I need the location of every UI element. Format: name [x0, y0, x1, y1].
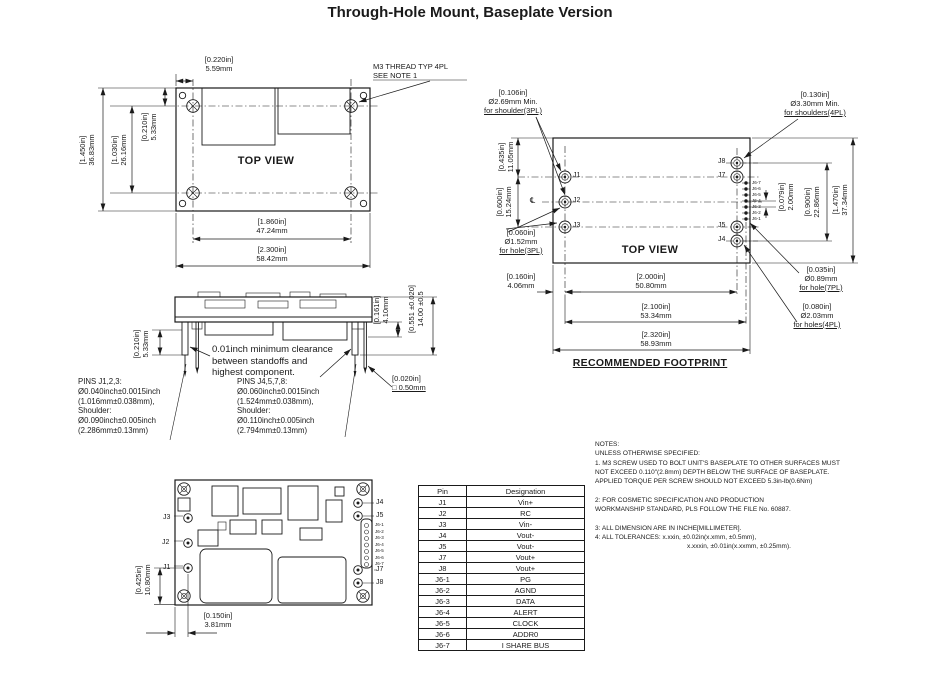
spec-line: (1.524mm±0.038mm),: [237, 396, 314, 406]
spec-line: PINS J1,2,3:: [78, 377, 122, 386]
cell-designation: I SHARE BUS: [467, 640, 585, 651]
dim-inch: [1.860in]: [257, 217, 287, 226]
dim-footprint-width: [640, 330, 671, 348]
dim-inch: [2.000in]: [636, 272, 666, 281]
callout-line: [0.080in]: [802, 302, 832, 311]
table-row: [419, 574, 585, 585]
dim-inch: [0.551 ±0.020]: [407, 285, 416, 333]
bottom-pin-j6-2: J6-2: [375, 529, 384, 534]
table-row: [419, 607, 585, 618]
cell-designation: ALERT: [467, 607, 585, 618]
callout-line: for hole(7PL): [799, 283, 843, 292]
callout-hole-3pl: [499, 228, 542, 255]
dim-mm: 5.33mm: [141, 330, 150, 358]
footprint-pin-j6-3: J6-3: [752, 204, 761, 209]
callout-line: for shoulder(3PL): [484, 106, 542, 115]
dim-mm: 37.34mm: [840, 184, 849, 216]
callout-line: [0.060in]: [506, 228, 536, 237]
dim-inch: [2.100in]: [641, 302, 671, 311]
dim-mm: 5.59mm: [205, 64, 233, 73]
dim-mm: □ 0.50mm: [392, 383, 426, 392]
dim-edge-to-hole: [205, 55, 234, 73]
page-title: Through-Hole Mount, Baseplate Version: [327, 4, 613, 21]
bottom-view-components: [178, 486, 346, 603]
spec-line: (2.794mm±0.13mm): [237, 425, 308, 435]
cell-designation: CLOCK: [467, 618, 585, 629]
footprint-pin-j1: J1: [573, 172, 581, 179]
dim-inch: [0.210in]: [140, 112, 149, 142]
pins-j4578-spec: [237, 377, 319, 436]
m3-thread-note-line2: SEE NOTE 1: [373, 71, 418, 80]
dim-mm: 14.00 ±0.5: [416, 291, 425, 327]
dim-top-to-j1: [497, 142, 515, 173]
clearance-note-line: 0.01inch minimum clearance: [212, 344, 333, 355]
cell-designation: Vout-: [467, 530, 585, 541]
footprint-pin-j3: J3: [573, 222, 581, 229]
dim-mm: 4.06mm: [507, 281, 535, 290]
dim-hole-span: [635, 272, 666, 290]
cell-designation: Vout+: [467, 552, 585, 563]
dim-inch: [0.161in]: [372, 295, 381, 325]
table-row: [419, 618, 585, 629]
spec-line: Ø0.060inch±0.0015inch: [237, 386, 320, 396]
dim-inch: [0.600in]: [495, 187, 504, 217]
footprint-pin-j6-1: J6-1: [752, 216, 761, 221]
cell-designation: Vin+: [467, 497, 585, 508]
cell-designation: Vout+: [467, 563, 585, 574]
bottom-pin-j1: J1: [163, 564, 171, 571]
spec-line: PINS J4,5,7,8:: [237, 377, 288, 386]
cell-designation: PG: [467, 574, 585, 585]
callout-line: Ø2.69mm Min.: [488, 97, 538, 106]
cell-pin: J1: [419, 497, 467, 508]
dim-edge-to-hole-v: [140, 113, 158, 142]
dim-mm: 4.10mm: [381, 296, 390, 324]
dim-pin-shoulder: [372, 296, 390, 325]
pin-designation-table: [418, 485, 585, 651]
dim-pin-pitch: [777, 183, 795, 212]
dim-inch: [1.450in]: [78, 135, 87, 165]
footprint-pin-j2: J2: [573, 197, 581, 204]
top-view-label: TOP VIEW: [237, 155, 295, 167]
dim-mm: 47.24mm: [256, 226, 288, 235]
callout-line: Ø3.30mm Min.: [790, 99, 840, 108]
dim-inch: [2.320in]: [641, 330, 671, 339]
m3-thread-note: [373, 62, 448, 80]
note-line: APPLIED TORQUE PER SCREW SHOULD NOT EXCEED 5.3in-lb(0.6Nm): [595, 478, 813, 486]
col-header-pin: Pin: [419, 486, 467, 497]
callout-line: [0.106in]: [498, 88, 528, 97]
dim-j8-to-j4: [803, 186, 821, 217]
spec-line: (1.016mm±0.038mm),: [78, 396, 155, 406]
dim-mm: 58.42mm: [256, 254, 288, 263]
table-row: [419, 596, 585, 607]
note-line: NOT EXCEED 0.110"(2.8mm) DEPTH BELOW THE SURFACE OF BASEPLATE.: [595, 468, 830, 476]
footprint-pin-j6-7: J6-7: [752, 180, 761, 185]
dim-j1-to-j3: [495, 186, 513, 217]
top-view-linework: [98, 74, 467, 268]
footprint-view-label: TOP VIEW: [621, 244, 679, 256]
dim-mm: 15.24mm: [504, 186, 513, 218]
cell-pin: J6-3: [419, 596, 467, 607]
cell-pin: J6-1: [419, 574, 467, 585]
cell-pin: J6-4: [419, 607, 467, 618]
callout-line: Ø0.89mm: [804, 274, 838, 283]
dim-mm: 58.93mm: [640, 339, 672, 348]
note-line: 3: ALL DIMENSION ARE IN INCHE[MILLIMETER].: [595, 524, 742, 532]
dim-hole-span2: [640, 302, 671, 320]
note-line: 4: ALL TOLERANCES: x.xxin, ±0.02in(x.xmm, ±0.5mm),: [595, 533, 757, 541]
spec-line: Ø0.110inch±0.005inch: [237, 416, 315, 426]
dim-mm: 50.80mm: [635, 281, 667, 290]
footprint-pin-j6-2: J6-2: [752, 210, 761, 215]
col-header-designation: Designation: [467, 486, 585, 497]
dim-mm: 53.34mm: [640, 311, 672, 320]
bottom-pin-j6-4: J6-4: [375, 542, 384, 547]
bottom-view-linework: [146, 480, 377, 637]
cell-pin: J6-6: [419, 629, 467, 640]
m3-thread-note-line1: M3 THREAD TYP 4PL: [373, 62, 449, 71]
note-line: 2: FOR COSMETIC SPECIFICATION AND PRODUCTION: [595, 496, 764, 504]
callout-line: [0.035in]: [806, 265, 836, 274]
cell-pin: J6-2: [419, 585, 467, 596]
dim-inch: [0.220in]: [204, 55, 234, 64]
bottom-pin-j2: J2: [162, 539, 170, 546]
dim-inch: [0.435in]: [497, 142, 506, 172]
notes-block: [595, 440, 925, 552]
cell-pin: J4: [419, 530, 467, 541]
note-line: x.xxxin, ±0.01in(x.xxmm, ±0.25mm).: [687, 543, 791, 551]
dim-inch: [0.210in]: [132, 329, 141, 359]
dim-outer-width: [256, 245, 287, 263]
callout-line: Ø2.03mm: [800, 311, 834, 320]
dim-module-height: [407, 285, 425, 333]
bottom-pin-j8: J8: [376, 579, 384, 586]
bottom-pin-j5: J5: [376, 512, 384, 519]
dim-inch: [0.020in]: [392, 374, 421, 383]
dim-mm: 10.80mm: [143, 564, 152, 596]
bottom-pin-j3: J3: [163, 514, 171, 521]
table-row: [419, 530, 585, 541]
dim-inch: [1.030in]: [110, 135, 119, 165]
cell-designation: ADDR0: [467, 629, 585, 640]
table-row: [419, 541, 585, 552]
dim-mm: 26.16mm: [119, 134, 128, 166]
dim-outer-height: [78, 134, 96, 165]
bottom-pin-j6-1: J6-1: [375, 522, 384, 527]
pins-j123-spec: [78, 377, 160, 436]
bottom-pin-j7: J7: [376, 566, 384, 573]
dim-inch: [0.160in]: [506, 272, 536, 281]
spec-line: Shoulder:: [78, 406, 112, 416]
bottom-pin-j6-7: J6-7: [375, 561, 384, 566]
bottom-pin-j6-3: J6-3: [375, 535, 384, 540]
dim-mm: 22.86mm: [812, 186, 821, 218]
spec-line: Shoulder:: [237, 406, 271, 416]
callout-line: for holes(4PL): [793, 320, 841, 329]
dim-mm: 36.83mm: [87, 134, 96, 166]
dim-inch: [0.900in]: [803, 187, 812, 217]
callout-line: for hole(3PL): [499, 246, 543, 255]
dim-hole-span-v: [110, 134, 128, 165]
bottom-view-screws: [178, 483, 369, 602]
dim-hole-span-h: [256, 217, 287, 235]
dim-standoff: [132, 330, 150, 359]
note-line: [595, 514, 925, 523]
cell-pin: J2: [419, 508, 467, 519]
dim-footprint-height: [831, 184, 849, 215]
footprint-pin-j8: J8: [718, 158, 726, 165]
table-header-row: [419, 486, 585, 497]
spec-line: Ø0.090inch±0.005inch: [78, 416, 156, 426]
callout-line: for shoulders(4PL): [784, 108, 846, 117]
dim-j1-to-edge: [134, 564, 152, 595]
note-line: NOTES:: [595, 441, 620, 448]
bottom-pin-j4: J4: [376, 499, 384, 506]
note-line: WORKMANSHIP STANDARD, PLS FOLLOW THE FILE No. 60887.: [595, 506, 791, 514]
footprint-pin-j5: J5: [718, 222, 726, 229]
table-row: [419, 629, 585, 640]
cell-pin: J3: [419, 519, 467, 530]
callout-holes-4pl: [793, 302, 840, 329]
dim-inch: [1.470in]: [831, 185, 840, 215]
table-row: [419, 585, 585, 596]
dim-edge-to-col: [507, 272, 536, 290]
footprint-pin-j4: J4: [718, 236, 726, 243]
cell-pin: J6-7: [419, 640, 467, 651]
cell-pin: J7: [419, 552, 467, 563]
table-row: [419, 519, 585, 530]
callout-shoulder-3pl: [484, 88, 542, 115]
note-line: UNLESS OTHERWISE SPECIFIED:: [595, 450, 700, 458]
cell-designation: AGND: [467, 585, 585, 596]
table-row: [419, 497, 585, 508]
footprint-title: RECOMMENDED FOOTPRINT: [572, 357, 728, 369]
table-row: [419, 640, 585, 651]
dim-edge-to-j1: [204, 611, 233, 629]
dim-mm: 5.33mm: [149, 113, 158, 141]
dim-mm: 11.05mm: [506, 141, 515, 173]
dim-mm: 3.81mm: [204, 620, 232, 629]
dim-mm: 2.00mm: [786, 183, 795, 211]
centerline-symbol: ℄: [530, 196, 536, 205]
table-row: [419, 552, 585, 563]
dim-inch: [0.425in]: [134, 565, 143, 595]
callout-line: [0.130in]: [800, 90, 830, 99]
note-line: [595, 486, 925, 495]
cell-designation: Vin-: [467, 519, 585, 530]
bottom-pin-j6-6: J6-6: [375, 555, 384, 560]
footprint-pin-j6-5: J6-5: [752, 192, 761, 197]
callout-line: Ø1.52mm: [504, 237, 538, 246]
cell-pin: J6-5: [419, 618, 467, 629]
clearance-note-line: highest component.: [212, 367, 295, 378]
table-row: [419, 508, 585, 519]
dim-pin-square: [392, 374, 426, 392]
callout-hole-7pl: [799, 265, 842, 292]
dim-inch: [2.300in]: [257, 245, 287, 254]
cell-designation: Vout-: [467, 541, 585, 552]
clearance-note-line: between standoffs and: [212, 355, 308, 367]
cell-designation: RC: [467, 508, 585, 519]
footprint-pin-j7: J7: [718, 172, 726, 179]
footprint-pin-j6-4: J6-4: [752, 198, 761, 203]
dim-inch: [0.150in]: [203, 611, 233, 620]
cell-pin: J8: [419, 563, 467, 574]
table-row: [419, 563, 585, 574]
cell-pin: J5: [419, 541, 467, 552]
callout-shoulder-4pl: [784, 90, 846, 117]
footprint-pin-j6-6: J6-6: [752, 186, 761, 191]
bottom-pin-j6-5: J6-5: [375, 548, 384, 553]
dim-inch: [0.079in]: [777, 182, 786, 212]
note-line: 1. M3 SCREW USED TO BOLT UNIT'S BASEPLATE TO OTHER SURFACES MUST: [595, 459, 840, 467]
cell-designation: DATA: [467, 596, 585, 607]
spec-line: (2.286mm±0.13mm): [78, 425, 149, 435]
clearance-note: [212, 344, 333, 379]
spec-line: Ø0.040inch±0.0015inch: [78, 386, 161, 396]
